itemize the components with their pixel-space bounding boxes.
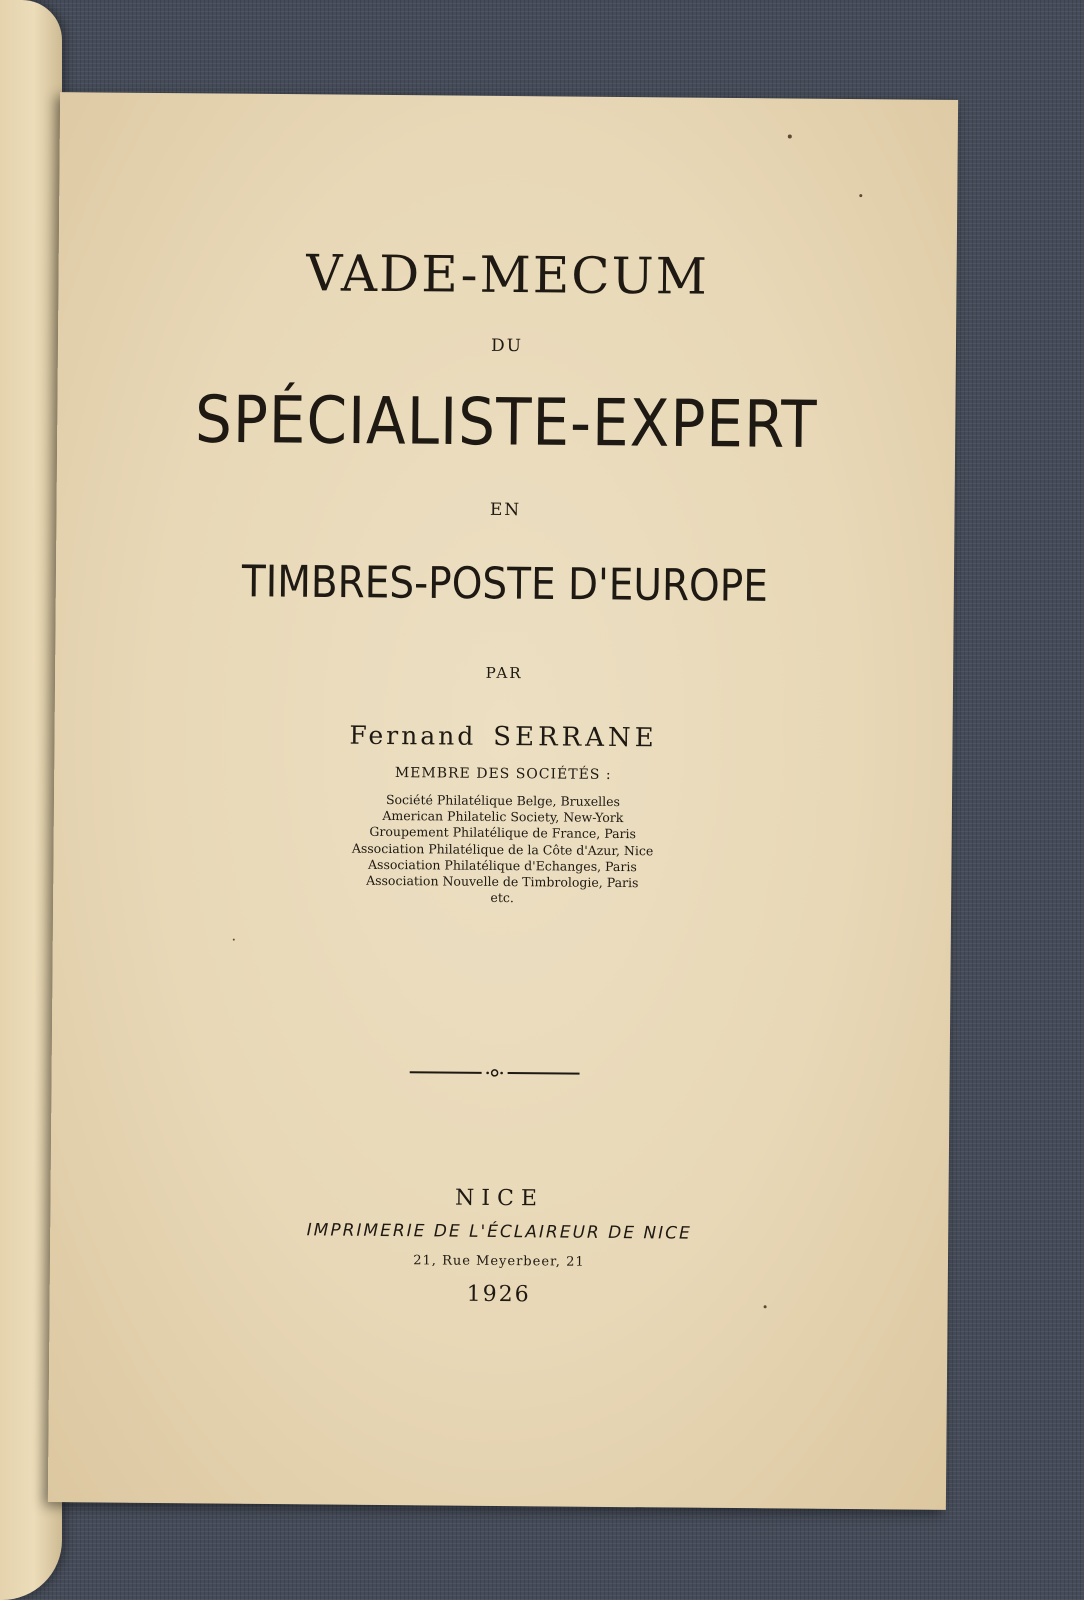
- paper-speck: [788, 134, 792, 138]
- author-first-name: Fernand: [349, 720, 477, 751]
- title-vade-mecum: VADE-MECUM: [306, 244, 710, 306]
- imprint-city: NICE: [455, 1185, 545, 1212]
- title-page: [48, 92, 958, 1510]
- society-list: [53, 789, 952, 910]
- connector-en: EN: [489, 499, 522, 521]
- society-item: Association Philatélique de la Côte d'Azur, Nice: [351, 840, 654, 858]
- society-item: Société Philatélique Belge, Bruxelles: [385, 791, 621, 810]
- connector-du: DU: [490, 335, 524, 357]
- imprint-address: 21, Rue Meyerbeer, 21: [413, 1253, 585, 1270]
- paper-speck: [233, 939, 235, 941]
- society-item: American Philatelic Society, New-York: [382, 808, 624, 826]
- ornament-divider: [410, 1064, 580, 1081]
- society-item: Association Philatélique d'Echanges, Paris: [368, 856, 637, 874]
- imprint-printer: IMPRIMERIE DE L'ÉCLAIREUR DE NICE: [306, 1220, 692, 1244]
- society-item: Association Nouvelle de Timbrologie, Paris: [366, 872, 639, 891]
- author-name: [54, 718, 952, 756]
- membership-heading: MEMBRE DES SOCIÉTÉS :: [394, 765, 612, 783]
- connector-par: PAR: [485, 663, 523, 683]
- paper-speck: [859, 194, 862, 197]
- society-item-etc: etc.: [490, 890, 514, 906]
- author-last-name: SERRANE: [493, 721, 658, 754]
- title-specialiste-expert: SPÉCIALISTE-EXPERT: [194, 381, 818, 463]
- title-timbres-poste: TIMBRES-POSTE D'EUROPE: [241, 557, 769, 613]
- society-item: Groupement Philatélique de France, Paris: [369, 824, 637, 842]
- imprint-year: 1926: [466, 1281, 531, 1308]
